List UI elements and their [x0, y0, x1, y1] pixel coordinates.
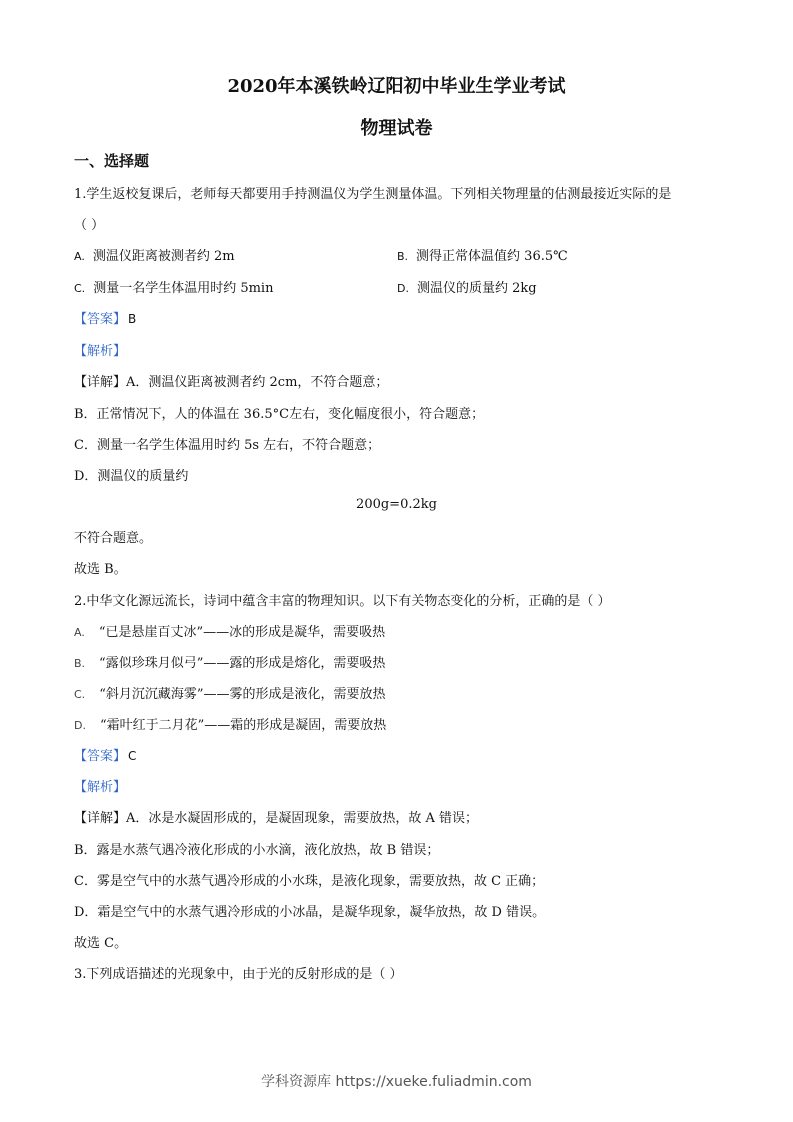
q1-option-b-text: 测得正常体温值约 36.5℃: [416, 249, 568, 264]
q1-option-d: [397, 277, 537, 296]
q1-option-b: [397, 245, 568, 264]
q2-analysis-label: 【解析】: [74, 780, 127, 795]
q1-option-d-letter: D.: [397, 282, 409, 295]
q1-option-a-letter: A.: [74, 250, 85, 263]
q1-option-c-text: 测量一名学生体温用时约 5min: [93, 281, 274, 296]
footer-source-link[interactable]: 学科资源库 https://xueke.fuliadmin.com: [261, 1074, 532, 1090]
q2-option-a-text: “已是悬崖百丈冰”——冰的形成是凝华，需要吸热: [98, 625, 386, 640]
q2-option-c-letter: C.: [74, 688, 86, 701]
q1-detail-a: 【详解】A．测温仪距离被测者约 2cm，不符合题意；: [74, 375, 389, 390]
q1-option-c-letter: C.: [74, 282, 86, 295]
document-subtitle: 物理试卷: [360, 118, 433, 139]
q2-choice: 故选 C。: [74, 936, 128, 951]
q2-option-a: [74, 621, 385, 640]
q1-choice: 故选 B。: [74, 562, 127, 577]
section-heading: 一、选择题: [74, 152, 150, 170]
q2-detail-d: D．霜是空气中的水蒸气遇冷形成的小冰晶，是凝华现象，凝华放热，故 D 错误。: [74, 905, 546, 920]
q2-detail-b: B．露是水蒸气遇冷液化形成的小水滴，液化放热，故 B 错误；: [74, 843, 440, 858]
q1-stem-line2: （ ）: [74, 218, 105, 233]
q1-option-a-text: 测温仪距离被测者约 2m: [92, 249, 235, 264]
q1-detail-c: C．测量一名学生体温用时约 5s 左右，不符合题意；: [74, 438, 381, 453]
q3-stem: 3.下列成语描述的光现象中，由于光的反射形成的是（ ）: [74, 967, 403, 982]
q1-after-formula: 不符合题意。: [74, 531, 153, 546]
q2-option-b-text: “露似珍珠月似弓”——露的形成是熔化，需要吸热: [99, 656, 386, 671]
q2-detail-c: C．雾是空气中的水蒸气遇冷形成的小水珠，是液化现象，需要放热，故 C 正确；: [74, 874, 545, 889]
q1-answer: [74, 308, 136, 327]
q1-option-d-text: 测温仪的质量约 2kg: [416, 281, 537, 296]
q2-option-c-text: “斜月沉沉藏海雾”——雾的形成是液化，需要放热: [99, 687, 386, 702]
q2-option-a-letter: A.: [74, 626, 85, 639]
q1-option-c: [74, 277, 273, 296]
q1-option-b-letter: B.: [397, 250, 409, 263]
q2-stem: 2.中华文化源远流长，诗词中蕴含丰富的物理知识。以下有关物态变化的分析，正确的是（ ）: [74, 594, 611, 609]
q1-detail-b: B．正常情况下，人的体温在 36.5°C左右，变化幅度很小，符合题意；: [74, 407, 485, 422]
q2-answer: [74, 745, 136, 764]
q2-option-d-text: “霜叶红于二月花”——霜的形成是凝固，需要放热: [99, 718, 387, 733]
q1-answer-label: 【答案】: [74, 312, 127, 327]
q2-option-b-letter: B.: [74, 657, 86, 670]
q1-option-a: [74, 245, 235, 264]
q2-option-b: [74, 652, 385, 671]
q1-detail-d: D．测温仪的质量约: [74, 469, 189, 484]
q1-formula: 200g=0.2kg: [356, 497, 437, 512]
q2-option-c: [74, 683, 385, 702]
q1-analysis-label: 【解析】: [74, 344, 127, 359]
q2-option-d-letter: D.: [74, 719, 86, 732]
q1-stem-line1: 1.学生返校复课后，老师每天都要用手持测温仪为学生测量体温。下列相关物理量的估测最接近实际的是: [74, 187, 672, 202]
q2-option-d: [74, 714, 386, 733]
q2-answer-value: C: [128, 749, 137, 763]
q2-answer-label: 【答案】: [74, 749, 127, 764]
document-title: 2020年本溪铁岭辽阳初中毕业生学业考试: [227, 76, 566, 97]
q2-detail-a: 【详解】A．冰是水凝固形成的，是凝固现象，需要放热，故 A 错误；: [74, 811, 479, 826]
q1-answer-value: B: [128, 312, 137, 326]
